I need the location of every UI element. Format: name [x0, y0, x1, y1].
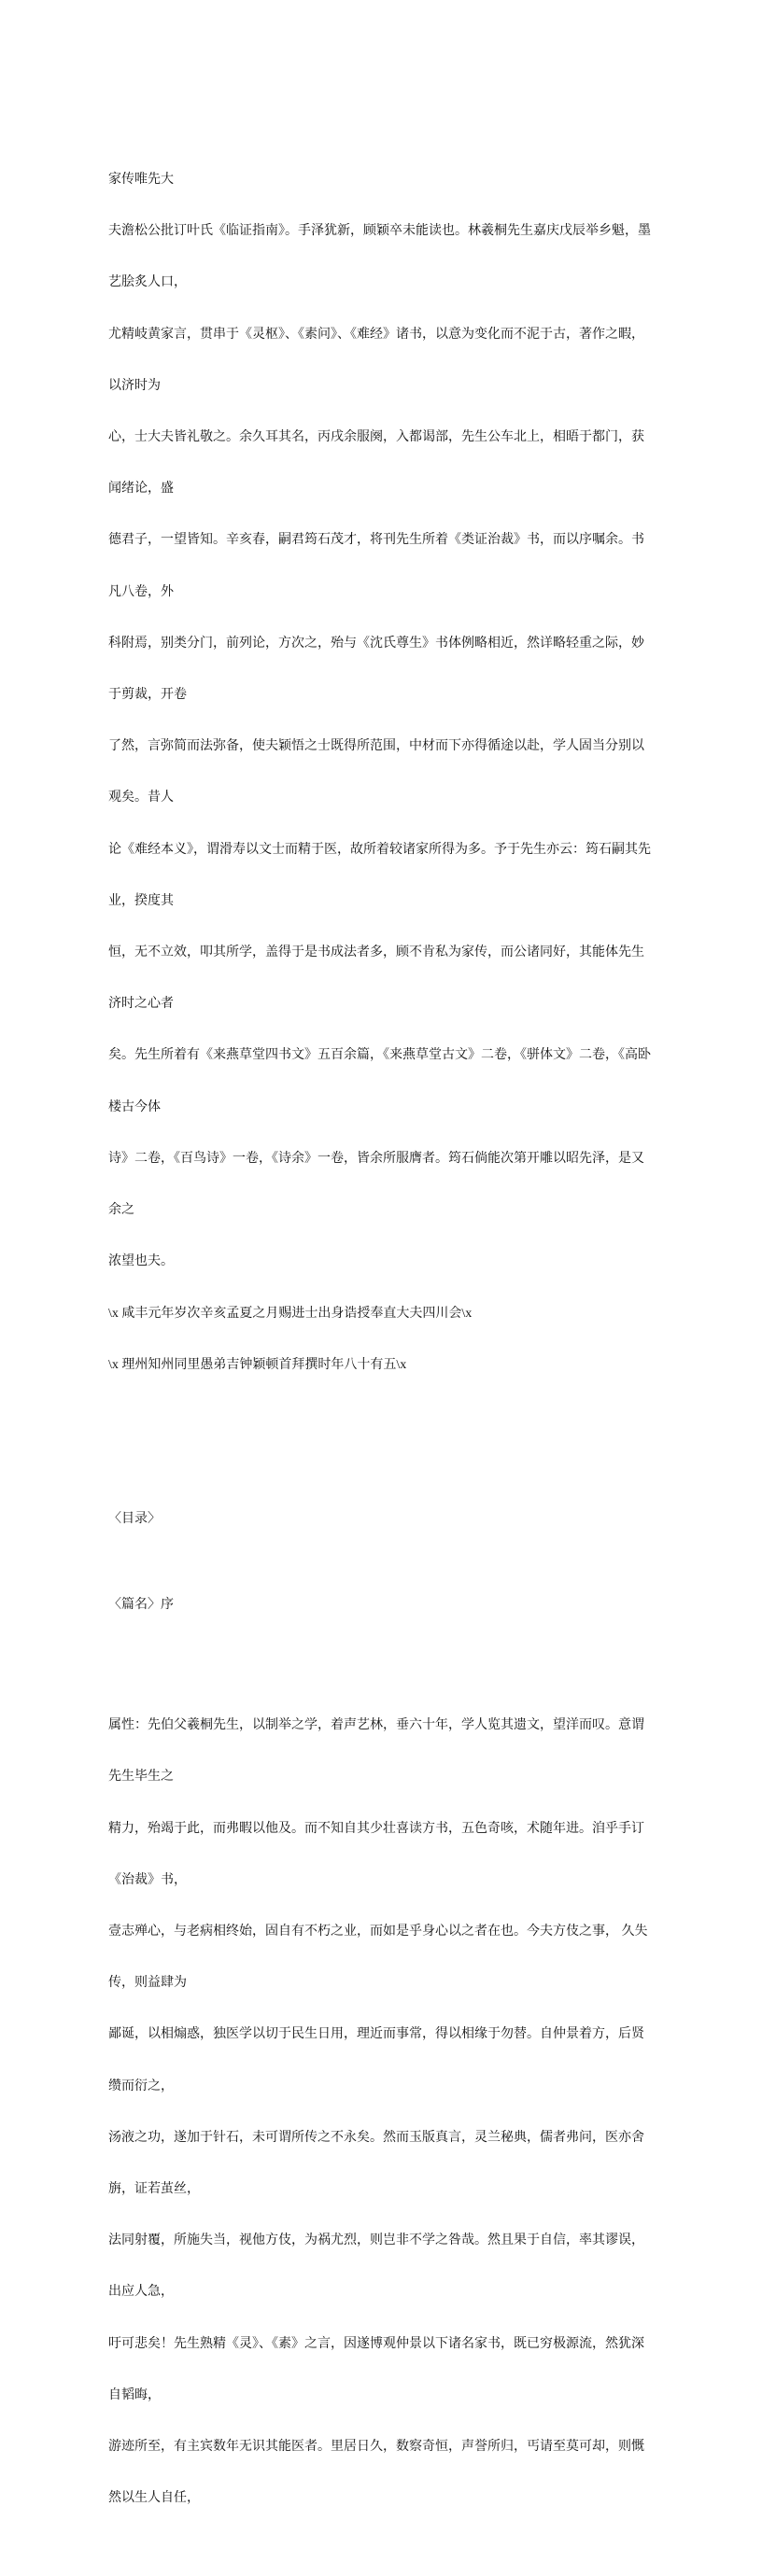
text-line: 济时之心者: [108, 997, 174, 1012]
text-line: 浓望也夫。: [108, 1254, 174, 1269]
text-line: 以济时为: [108, 378, 161, 393]
preface2-block: [108, 1683, 687, 2541]
text-line: 家传唯先大: [108, 173, 174, 188]
text-line: 然以生人自任，: [108, 2491, 200, 2506]
signature-line: \x 理州知州同里愚弟吉钟颖顿首拜撰时年八十有五\x: [108, 1357, 407, 1372]
text-line: 凡八卷，外: [108, 584, 174, 599]
text-line: 闻绪论，盛: [108, 482, 174, 497]
text-line: 夫澹松公批订叶氏《临证指南》。手泽犹新，顾颖卒未能读也。林羲桐先生嘉庆戊辰举乡魁，墨: [108, 224, 651, 239]
document-page: [108, 86, 687, 2576]
text-line: 心，士大夫皆礼敬之。余久耳其名，丙戌余服阕，入都谒部，先生公车北上，相晤于都门，获: [108, 430, 644, 445]
signature-line: \x 咸丰元年岁次辛亥孟夏之月赐进士出身诰授奉直大夫四川会\x: [108, 1306, 473, 1321]
text-line: 于剪裁，开卷: [108, 688, 187, 703]
text-line: 尤精岐黄家言，贯串于《灵枢》、《素问》、《难经》诸书，以意为变化而不泥于古，著作之暇，: [108, 327, 644, 342]
text-line: 鄙诞，以相煽惑，独医学以切于民生日用，理近而事常，得以相缘于勿替。自仲景着方，后贤: [108, 2027, 644, 2042]
text-line: 业，揆度其: [108, 893, 174, 908]
text-line: 先生毕生之: [108, 1770, 174, 1785]
toc-marker: 〈目录〉: [108, 1512, 161, 1527]
text-line: 了然，言弥简而法弥备，使夫颖悟之士既得所范围，中材而下亦得循途以赴，学人固当分别以: [108, 739, 644, 754]
text-line: 游迹所至，有主宾数年无识其能医者。里居日久，数察奇恒，声誉所归，丐请至莫可却，则慨: [108, 2439, 644, 2454]
text-line: 楼古今体: [108, 1099, 161, 1114]
text-line: 恒，无不立效，叩其所学，盖得于是书成法者多，顾不肯私为家传，而公诸同好，其能体先生: [108, 945, 644, 960]
text-line: 观矣。昔人: [108, 791, 174, 805]
text-line: 德君子，一望皆知。辛亥春，嗣君筠石茂才，将刊先生所着《类证治裁》书，而以序嘱余。书: [108, 533, 644, 548]
text-line: 旃，证若茧丝，: [108, 2181, 200, 2196]
text-line: 诗》二卷，《百鸟诗》一卷，《诗余》一卷，皆余所服膺者。筠石倘能次第开雕以昭先泽，是又: [108, 1151, 644, 1166]
text-line: 出应人急，: [108, 2285, 174, 2300]
text-line: 法同射覆，所施失当，视他方伎，为祸尤烈，则岂非不学之咎哉。然且果于自信，率其谬误，: [108, 2233, 644, 2248]
text-line: 壹志殚心，与老病相终始，固自有不朽之业，而如是乎身心以之者在也。今夫方伎之事， 久失: [108, 1924, 648, 1939]
text-line: 属性：先伯父羲桐先生，以制举之学，着声艺林，垂六十年，学人览其遗文，望洋而叹。意谓: [108, 1718, 644, 1733]
preface1-block: [108, 137, 687, 1408]
text-line: 汤液之功，遂加于针石，未可谓所传之不永矣。然而玉版真言，灵兰秘典，儒者弗问，医亦舍: [108, 2130, 644, 2145]
text-line: 矣。先生所着有《来燕草堂四书文》五百余篇，《来燕草堂古文》二卷，《骈体文》二卷，《高卧: [108, 1048, 651, 1063]
text-line: 缵而衍之，: [108, 2079, 174, 2093]
text-line: 吁可悲矣！先生熟精《灵》、《素》之言，因遂博观仲景以下诸名家书，既已穷极源流，然犹深: [108, 2336, 644, 2351]
text-line: 科附焉，别类分门，前列论，方次之，殆与《沈氏尊生》书体例略相近，然详略轻重之际，妙: [108, 636, 644, 651]
text-line: 自韬晦，: [108, 2387, 161, 2402]
text-line: 《治裁》书，: [108, 1872, 187, 1887]
text-line: 精力，殆竭于此，而弗暇以他及。而不知自其少壮喜读方书，五色奇咳，术随年进。洎乎手订: [108, 1821, 644, 1836]
text-line: 艺脍炙人口，: [108, 275, 187, 290]
section-title-marker: 〈篇名〉序: [108, 1598, 174, 1613]
text-line: 余之: [108, 1203, 134, 1218]
text-line: 论《难经本义》，谓滑寿以文士而精于医，故所着较诸家所得为多。予于先生亦云：筠石嗣其先: [108, 842, 651, 857]
text-line: 传，则益肆为: [108, 1976, 187, 1991]
